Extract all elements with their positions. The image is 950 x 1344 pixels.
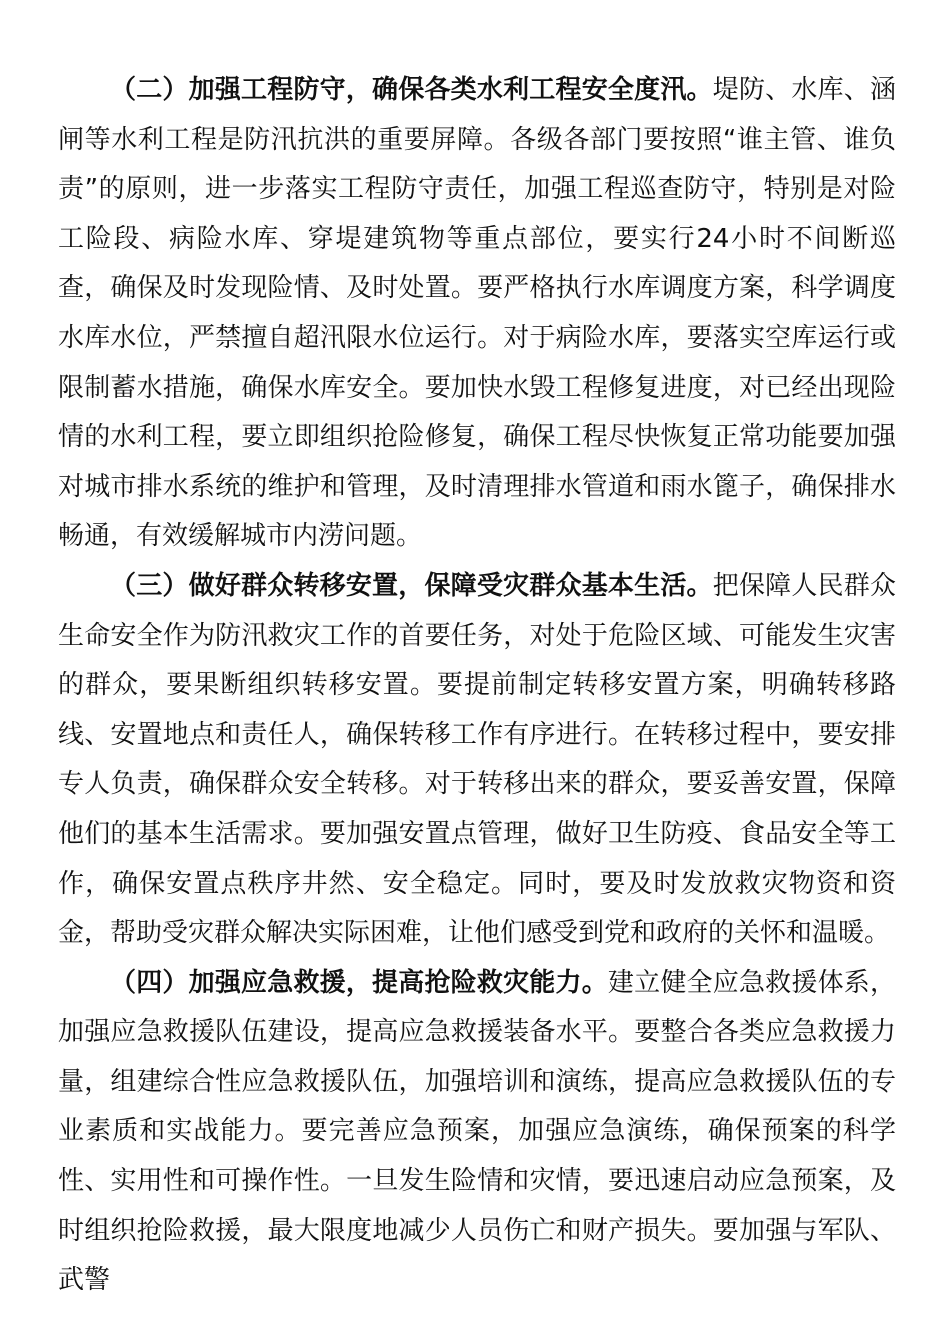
paragraph-text: 把保障人民群众生命安全作为防汛救灾工作的首要任务，对处于危险区域、可能发生灾害的群众，要果断组织转移安置。要提前制定转移安置方案，明确转移路线、安置地点和责任人，确保转移工作有序进行。在转移过程中，要安排专人负责，确保群众安全转移。对于转移出来的群众，要妥善安置，保障他们的基本生活需求。要加强安置点管理，做好卫生防疫、食品安全等工作，确保安置点秩序井然、安全稳定。同时，要及时发放救灾物资和资金，帮助受灾群众解决实际困难，让他们感受到党和政府的关怀和温暖。 xyxy=(58,570,896,949)
paragraph-heading: （二）加强工程防守，确保各类水利工程安全度汛。 xyxy=(110,75,713,105)
document-body xyxy=(58,66,896,1306)
paragraph-engineering-defense xyxy=(58,66,896,562)
paragraph-heading: （三）做好群众转移安置，保障受灾群众基本生活。 xyxy=(110,570,713,601)
paragraph-text: 建立健全应急救援体系，加强应急救援队伍建设，提高应急救援装备水平。要整合各类应急救援力量，组建综合性应急救援队伍，加强培训和演练，提高应急救援队伍的专业素质和实战能力。要完善应急预案，加强应急演练，确保预案的科学性、实用性和可操作性。一旦发生险情和灾情，要迅速启动应急预案，及时组织抢险救援，最大限度地减少人员伤亡和财产损失。要加强与军队、武警 xyxy=(58,967,896,1296)
paragraph-emergency-rescue xyxy=(58,959,896,1306)
paragraph-heading: （四）加强应急救援，提高抢险救灾能力。 xyxy=(110,967,608,998)
paragraph-text: 堤防、水库、涵闸等水利工程是防汛抗洪的重要屏障。各级各部门要按照“谁主管、谁负责”的原则，进一步落实工程防守责任，加强工程巡查防守，特别是对险工险段、病险水库、穿堤建筑物等重点部位，要实行24小时不间断巡查，确保及时发现险情、及时处置。要严格执行水库调度方案，科学调度水库水位，严禁擅自超汛限水位运行。对于病险水库，要落实空库运行或限制蓄水措施，确保水库安全。要加快水毁工程修复进度，对已经出现险情的水利工程，要立即组织抢险修复，确保工程尽快恢复正常功能要加强对城市排水系统的维护和管理，及时清理排水管道和雨水篦子，确保排水畅通，有效缓解城市内涝问题。 xyxy=(58,75,896,552)
paragraph-evacuation xyxy=(58,562,896,959)
